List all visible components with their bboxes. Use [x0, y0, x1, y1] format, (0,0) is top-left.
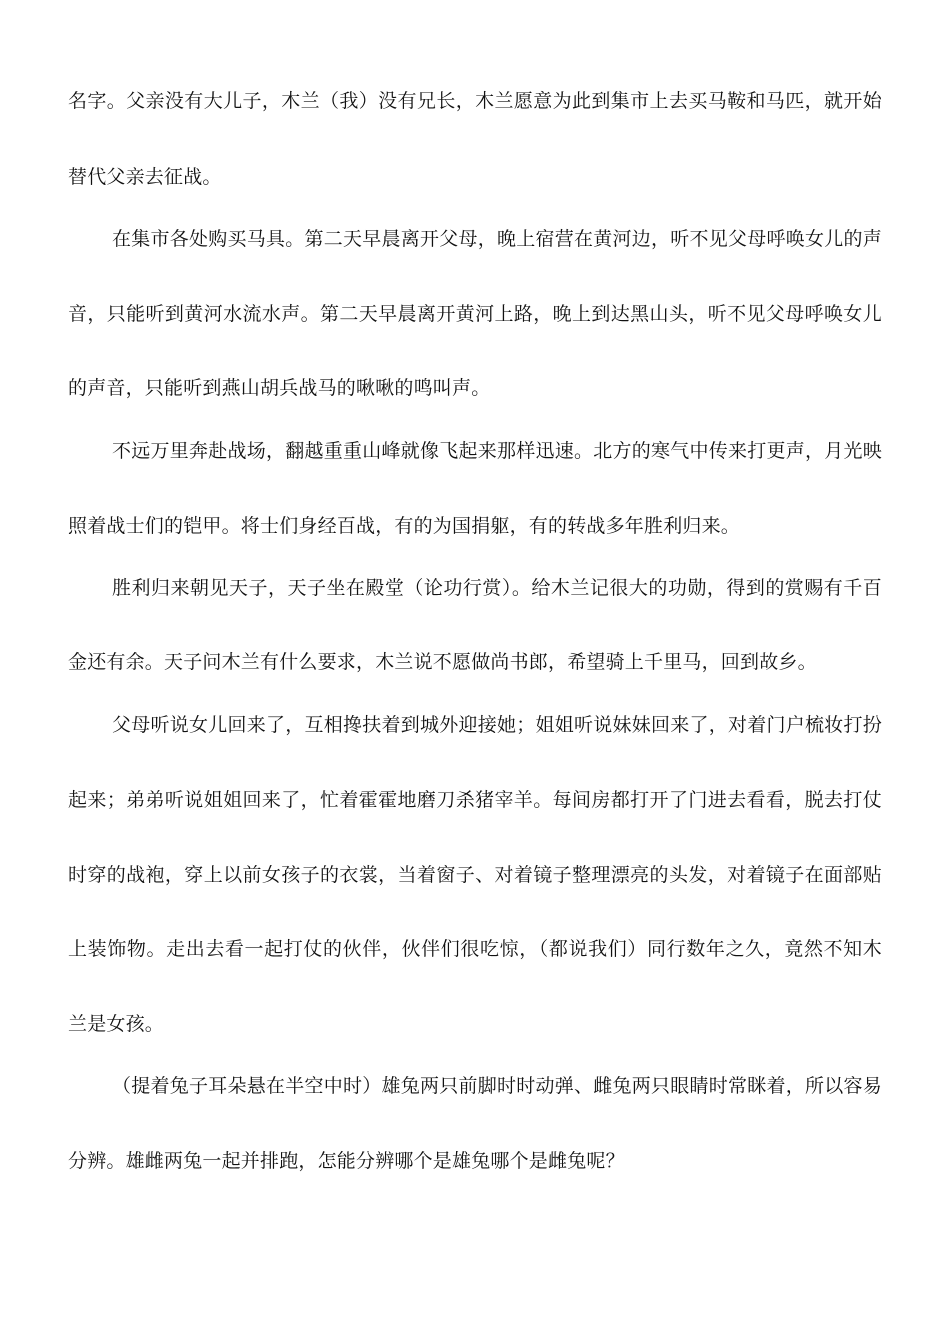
paragraph-start-line: （提着兔子耳朵悬在半空中时）雄兔两只前脚时时动弹、雌兔两只眼睛时常眯着，所以容易 — [112, 1075, 882, 1097]
text-line: 起来；弟弟听说姐姐回来了，忙着霍霍地磨刀杀猪宰羊。每间房都打开了门进去看看，脱去打仗 — [68, 789, 882, 811]
text-line: 照着战士们的铠甲。将士们身经百战，有的为国捐躯，有的转战多年胜利归来。 — [68, 515, 741, 537]
text-line: 分辨。雄雌两兔一起并排跑，怎能分辨哪个是雄兔哪个是雌兔呢？ — [68, 1150, 625, 1172]
text-line: 时穿的战袍，穿上以前女孩子的衣裳，当着窗子、对着镜子整理漂亮的头发，对着镜子在面部贴 — [68, 864, 882, 886]
paragraph-start-line: 不远万里奔赴战场，翻越重重山峰就像飞起来那样迅速。北方的寒气中传来打更声，月光映 — [112, 440, 882, 462]
text-line: 的声音，只能听到燕山胡兵战马的啾啾的鸣叫声。 — [68, 377, 491, 399]
text-line: 金还有余。天子问木兰有什么要求，木兰说不愿做尚书郎，希望骑上千里马，回到故乡。 — [68, 651, 817, 673]
paragraph-start-line: 在集市各处购买马具。第二天早晨离开父母，晚上宿营在黄河边，听不见父母呼唤女儿的声 — [112, 228, 882, 250]
text-line: 替代父亲去征战。 — [68, 166, 222, 188]
paragraph-start-line: 父母听说女儿回来了，互相搀扶着到城外迎接她；姐姐听说妹妹回来了，对着门户梳妆打扮 — [112, 714, 882, 736]
text-line: 兰是女孩。 — [68, 1013, 165, 1035]
paragraph-start-line: 胜利归来朝见天子，天子坐在殿堂（论功行赏）。给木兰记很大的功勋，得到的赏赐有千百 — [112, 577, 882, 599]
text-line: 上装饰物。走出去看一起打仗的伙伴，伙伴们很吃惊，（都说我们）同行数年之久，竟然不知木 — [68, 938, 882, 960]
text-line: 名字。父亲没有大儿子，木兰（我）没有兄长，木兰愿意为此到集市上去买马鞍和马匹，就开始 — [68, 90, 882, 112]
text-line: 音，只能听到黄河水流水声。第二天早晨离开黄河上路，晚上到达黑山头，听不见父母呼唤女儿 — [68, 303, 882, 325]
